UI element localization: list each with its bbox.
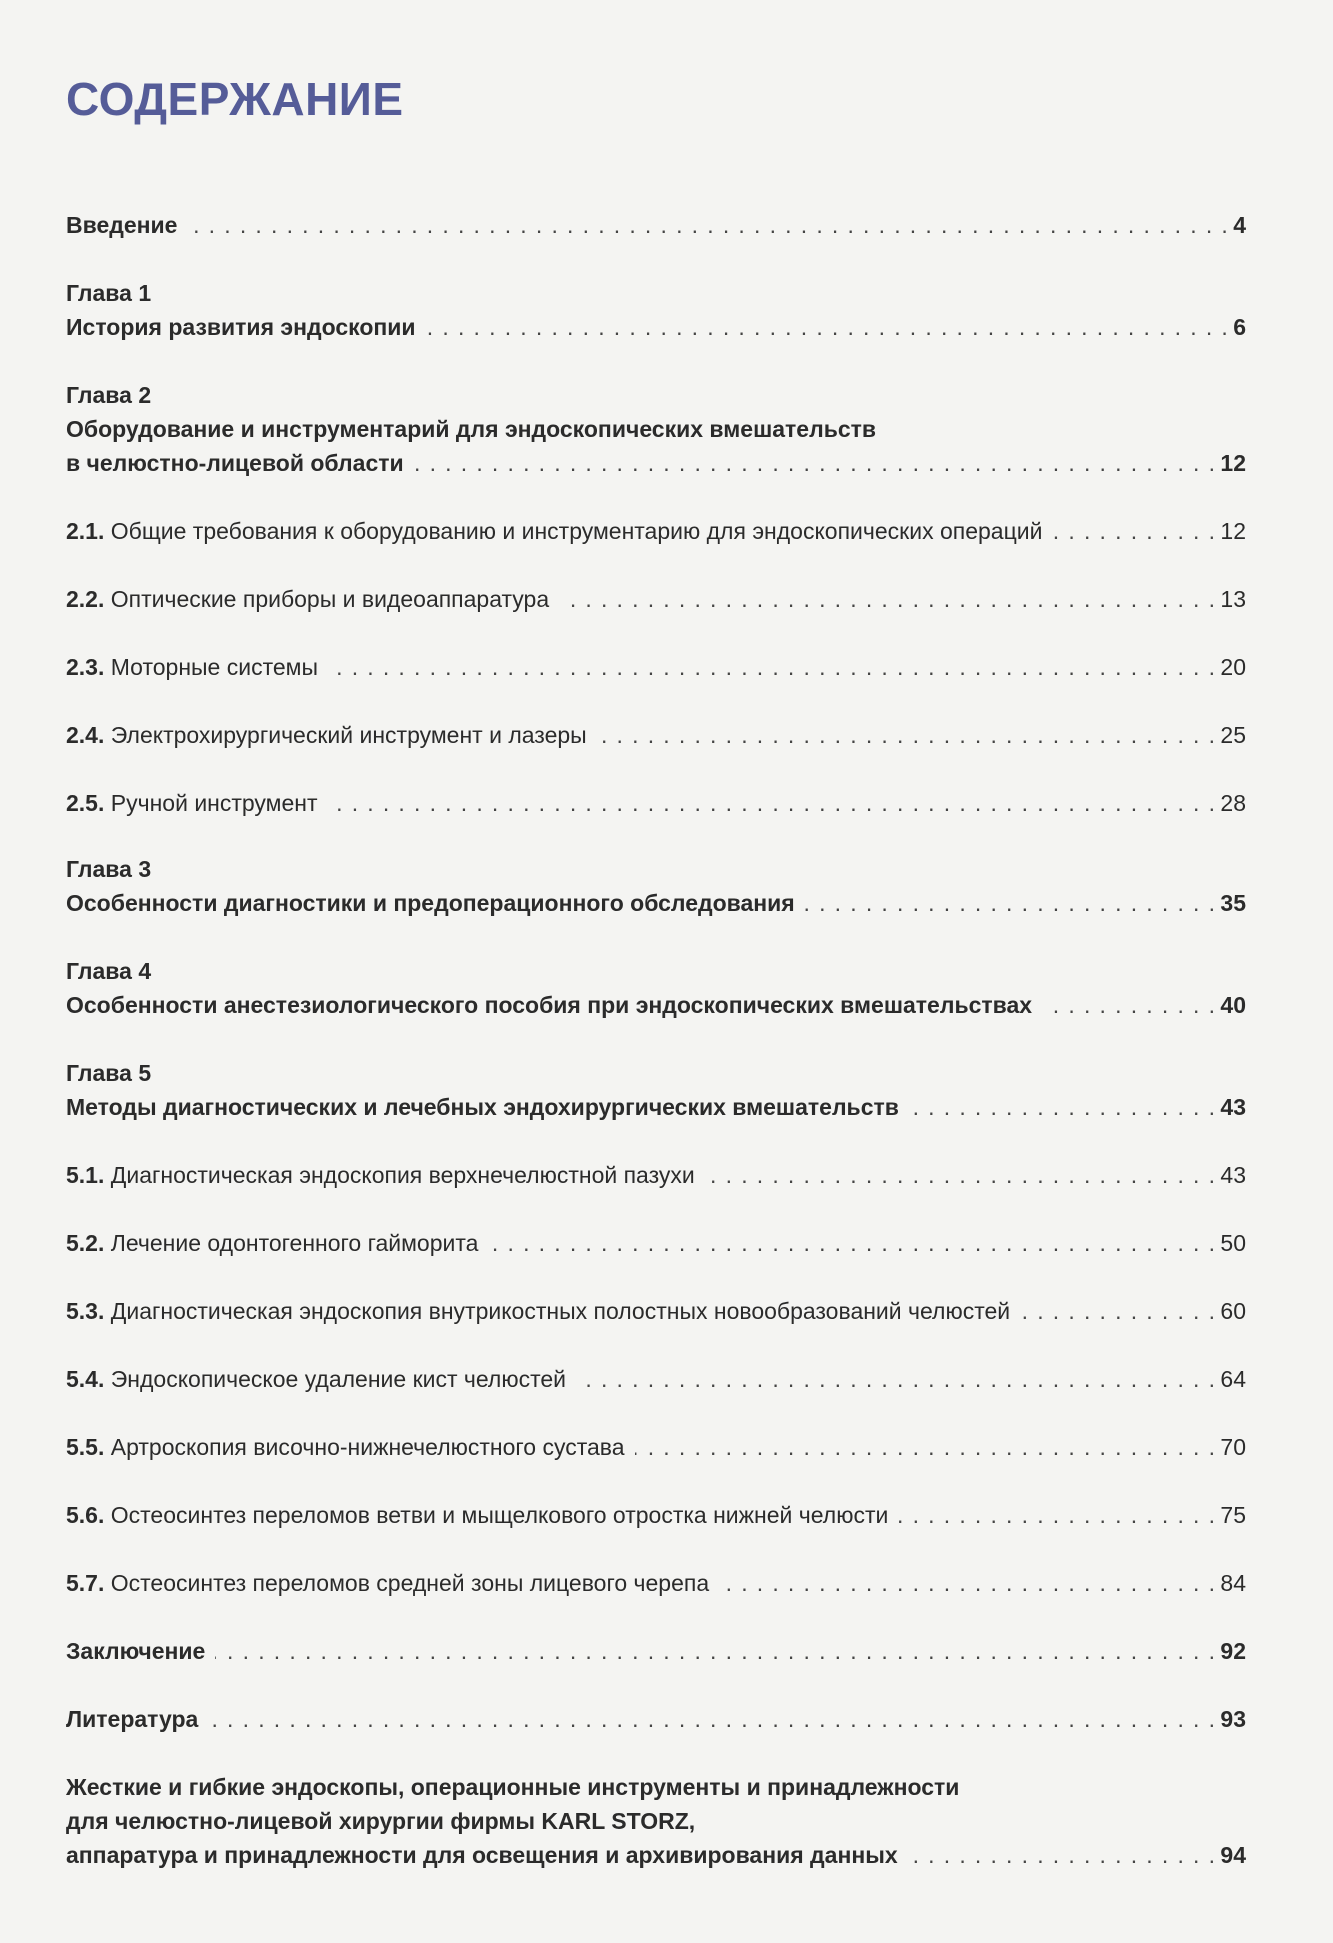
- dot-leader: [705, 1158, 1217, 1192]
- dot-leader: [426, 310, 1230, 344]
- toc-entry-chapter-4[interactable]: [66, 988, 1246, 1022]
- dot-leader: [908, 1838, 1217, 1872]
- toc-page-number: 92: [1220, 1638, 1246, 1664]
- toc-entry-title-line: Жесткие и гибкие эндоскопы, операционные инструменты и принадлежности: [66, 1774, 960, 1800]
- toc-entry-section-5-6[interactable]: [66, 1498, 1246, 1532]
- toc-page-number: 25: [1220, 722, 1246, 748]
- toc-page-number: 12: [1220, 518, 1246, 544]
- toc-entry-literature[interactable]: [66, 1702, 1246, 1736]
- chapter-label: Глава 1: [66, 280, 152, 306]
- toc-entry-section-5-3[interactable]: [66, 1294, 1246, 1328]
- dot-leader: [328, 650, 1216, 684]
- section-number: 5.2.: [66, 1230, 105, 1256]
- chapter-label: Глава 4: [66, 958, 152, 984]
- dot-leader: [187, 208, 1229, 242]
- chapter-label: Глава 3: [66, 856, 152, 882]
- toc-entry-title: Литература: [66, 1706, 199, 1732]
- toc-entry-title-line: Оборудование и инструментарий для эндоскопических вмешательств: [66, 416, 877, 442]
- toc-entry-title: в челюстно-лицевой области: [66, 450, 404, 476]
- toc-entry-chapter-2[interactable]: [66, 446, 1246, 480]
- toc-page-number: 93: [1220, 1706, 1246, 1732]
- dot-leader: [328, 786, 1217, 820]
- toc-entry-title: Моторные системы: [110, 654, 319, 680]
- toc-entry-title: Введение: [66, 212, 178, 238]
- toc-entry-title: Эндоскопическое удаление кист челюстей: [110, 1366, 567, 1392]
- section-number: 5.6.: [66, 1502, 105, 1528]
- toc-entry-section-5-5[interactable]: [66, 1430, 1246, 1464]
- toc-page-number: 64: [1220, 1366, 1246, 1392]
- dot-leader: [1052, 514, 1216, 548]
- toc-entry-section-5-2[interactable]: [66, 1226, 1246, 1260]
- toc-page-number: 84: [1220, 1570, 1246, 1596]
- dot-leader: [1020, 1294, 1216, 1328]
- dot-leader: [215, 1634, 1216, 1668]
- section-number: 5.4.: [66, 1366, 105, 1392]
- toc-entry-title: Остеосинтез переломов средней зоны лицевого черепа: [110, 1570, 710, 1596]
- toc-entry-title: аппаратура и принадлежности для освещения и архивирования данных: [66, 1842, 898, 1868]
- chapter-label: Глава 5: [66, 1060, 152, 1086]
- toc-page-number: 94: [1220, 1842, 1246, 1868]
- toc-entry-title: Диагностическая эндоскопия верхнечелюстной пазухи: [110, 1162, 695, 1188]
- dot-leader: [635, 1430, 1217, 1464]
- toc-entry-title: Остеосинтез переломов ветви и мыщелкового отростка нижней челюсти: [110, 1502, 889, 1528]
- toc-entry-title: Заключение: [66, 1638, 206, 1664]
- toc-page-number: 43: [1220, 1094, 1246, 1120]
- section-number: 5.1.: [66, 1162, 105, 1188]
- dot-leader: [597, 718, 1217, 752]
- toc-entry-title: Общие требования к оборудованию и инструментарию для эндоскопических операций: [110, 518, 1043, 544]
- page-title: СОДЕРЖАНИЕ: [66, 73, 404, 125]
- dot-leader: [898, 1498, 1216, 1532]
- toc-page-number: 50: [1220, 1230, 1246, 1256]
- toc-entry-title: Артроскопия височно-нижнечелюстного сустава: [110, 1434, 625, 1460]
- toc-entry-appendix[interactable]: [66, 1838, 1246, 1872]
- toc-entry-section-2-1[interactable]: [66, 514, 1246, 548]
- toc-page-number: 43: [1220, 1162, 1246, 1188]
- toc-page-number: 35: [1220, 890, 1246, 916]
- toc-entry-title-line: для челюстно-лицевой хирургии фирмы KARL STORZ,: [66, 1808, 696, 1834]
- toc-entry-section-5-4[interactable]: [66, 1362, 1246, 1396]
- toc-page-number: 40: [1220, 992, 1246, 1018]
- toc-page-number: 28: [1220, 790, 1246, 816]
- toc-entry-title: Ручной инструмент: [110, 790, 318, 816]
- toc-entry-title: Лечение одонтогенного гайморита: [110, 1230, 479, 1256]
- dot-leader: [719, 1566, 1216, 1600]
- toc-entry-title: Методы диагностических и лечебных эндохирургических вмешательств: [66, 1094, 899, 1120]
- toc-entry-section-5-1[interactable]: [66, 1158, 1246, 1192]
- toc-page-number: 75: [1220, 1502, 1246, 1528]
- toc-entry-conclusion[interactable]: [66, 1634, 1246, 1668]
- section-number: 2.2.: [66, 586, 105, 612]
- toc-entry-section-2-2[interactable]: [66, 582, 1246, 616]
- toc-entry-title: Особенности диагностики и предоперационного обследования: [66, 890, 795, 916]
- toc-page-number: 60: [1220, 1298, 1246, 1324]
- toc-entry-section-2-3[interactable]: [66, 650, 1246, 684]
- toc-entry-title: Оптические приборы и видеоаппаратура: [110, 586, 550, 612]
- toc-entry-intro[interactable]: [66, 208, 1246, 242]
- toc-page-number: 20: [1220, 654, 1246, 680]
- section-number: 2.1.: [66, 518, 105, 544]
- toc-entry-chapter-3[interactable]: [66, 886, 1246, 920]
- toc-entry-title: Особенности анестезиологического пособия при эндоскопических вмешательствах: [66, 992, 1033, 1018]
- toc-page-number: 70: [1220, 1434, 1246, 1460]
- section-number: 2.3.: [66, 654, 105, 680]
- chapter-label: Глава 2: [66, 382, 152, 408]
- dot-leader: [414, 446, 1217, 480]
- dot-leader: [1042, 988, 1216, 1022]
- toc-entry-chapter-1[interactable]: [66, 310, 1246, 344]
- dot-leader: [909, 1090, 1217, 1124]
- toc-entry-title: Электрохирургический инструмент и лазеры: [110, 722, 587, 748]
- dot-leader: [805, 886, 1217, 920]
- toc-page-number: 12: [1220, 450, 1246, 476]
- dot-leader: [488, 1226, 1216, 1260]
- section-number: 2.5.: [66, 790, 105, 816]
- dot-leader: [208, 1702, 1216, 1736]
- section-number: 5.7.: [66, 1570, 105, 1596]
- dot-leader: [576, 1362, 1216, 1396]
- toc-page-number: 4: [1233, 212, 1246, 238]
- section-number: 5.3.: [66, 1298, 105, 1324]
- toc-entry-chapter-5[interactable]: [66, 1090, 1246, 1124]
- toc-entry-title: История развития эндоскопии: [66, 314, 416, 340]
- dot-leader: [559, 582, 1216, 616]
- toc-entry-section-5-7[interactable]: [66, 1566, 1246, 1600]
- toc-entry-section-2-4[interactable]: [66, 718, 1246, 752]
- section-number: 2.4.: [66, 722, 105, 748]
- toc-entry-section-2-5[interactable]: [66, 786, 1246, 820]
- toc-page-number: 6: [1233, 314, 1246, 340]
- toc-page-number: 13: [1220, 586, 1246, 612]
- toc-entry-title: Диагностическая эндоскопия внутрикостных полостных новообразований челюстей: [110, 1298, 1011, 1324]
- section-number: 5.5.: [66, 1434, 105, 1460]
